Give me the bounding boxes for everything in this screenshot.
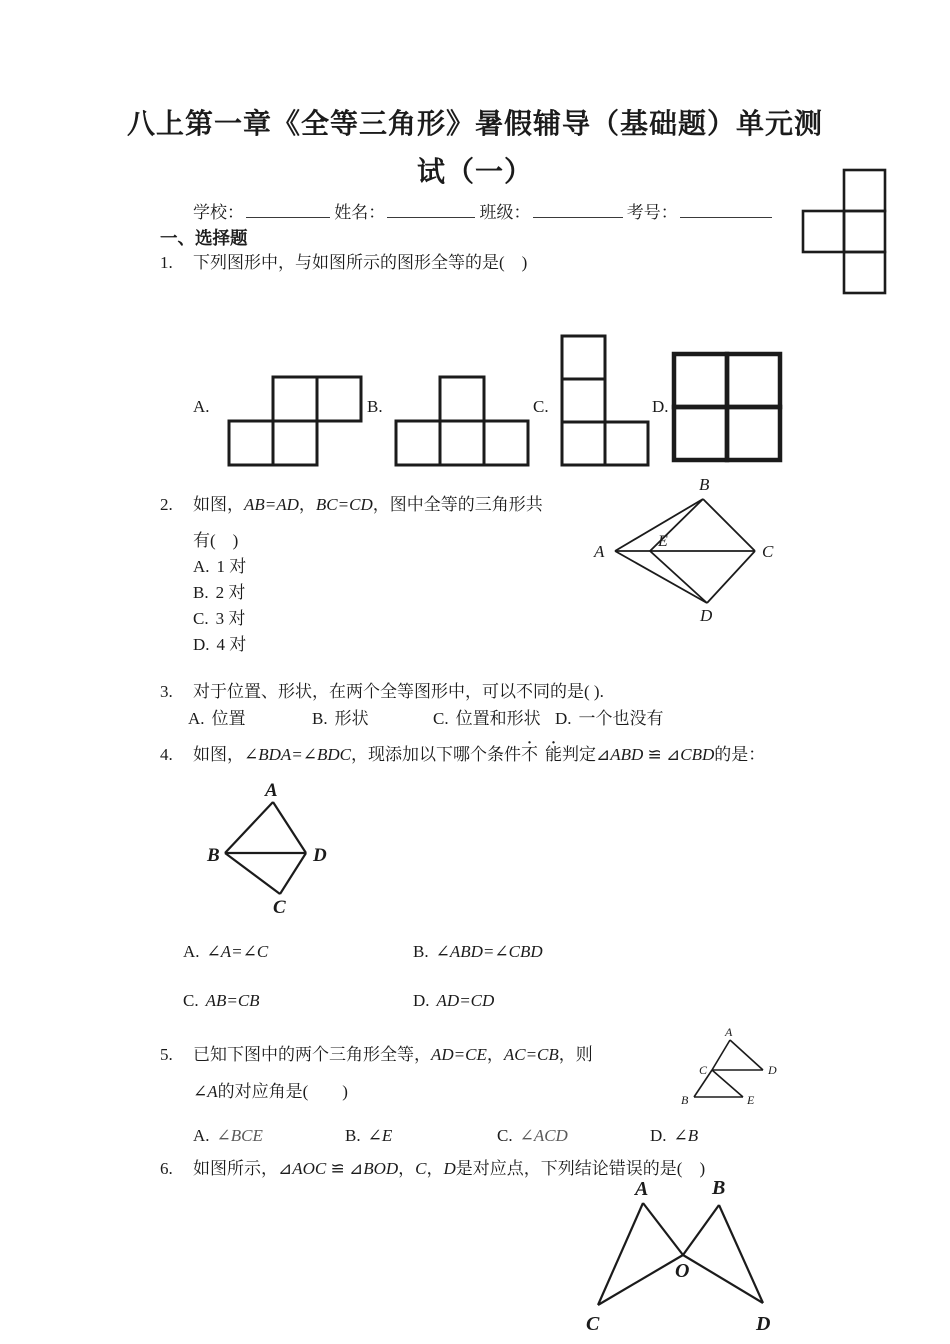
q1-reference-figure <box>795 158 901 300</box>
vertex-label-b: B <box>712 1177 726 1199</box>
q4-option-a-math: ∠A=∠C <box>206 942 269 961</box>
q5-text-part: ，则 <box>558 1045 593 1064</box>
q4-emphasized-neng: 能 <box>545 745 563 764</box>
q3-option-a-label: A. <box>188 709 205 728</box>
vertex-label-c: C <box>273 897 286 918</box>
q2-option-b-text: 2 对 <box>215 583 246 602</box>
edge-ac <box>712 1040 730 1070</box>
edge-da <box>615 551 707 603</box>
q6-text-part: ， <box>398 1159 416 1178</box>
square-cell <box>440 421 484 465</box>
q4-kite-figure <box>173 780 403 938</box>
q3-option-a <box>188 708 246 730</box>
q4-option-a <box>183 941 268 963</box>
q5-math-ad-ce: AD=CE <box>431 1045 487 1064</box>
q3-option-d <box>555 708 664 730</box>
q2-option-b <box>193 582 245 604</box>
vertex-label-e: E <box>747 1093 755 1107</box>
q4-option-b-label: B. <box>413 942 429 961</box>
q6-math-congruence: ⊿AOC ≌ ⊿BOD <box>278 1159 399 1178</box>
vertex-label-a: A <box>725 1025 733 1039</box>
school-label: 学校： <box>193 203 244 222</box>
edge-bd <box>719 1205 763 1303</box>
q4-text-part: 判定 <box>562 745 597 764</box>
q2-option-a-label: A. <box>193 557 210 576</box>
edge-od <box>683 1255 763 1303</box>
q2-number: 2. <box>160 495 173 514</box>
q3-option-c-text: 位置和形状 <box>455 709 541 728</box>
q5-text-line1 <box>193 1044 593 1066</box>
examno-label: 考号： <box>626 203 678 222</box>
q1-option-d-figure <box>668 348 786 470</box>
vertex-label-b: B <box>681 1093 689 1107</box>
kite-edges <box>615 499 755 603</box>
edge-ad <box>730 1040 763 1070</box>
edge-bc <box>703 499 755 551</box>
edge-ce <box>712 1070 743 1097</box>
q5-option-d-label: D. <box>650 1126 667 1145</box>
name-blank-line[interactable] <box>387 200 475 218</box>
q4-emphasized-bu: 不 <box>521 745 539 764</box>
q4-math-angle-bda-bdc: ∠BDA=∠BDC <box>244 745 352 764</box>
q5-option-c-label: C. <box>497 1126 513 1145</box>
q1-text: 下列图形中，与如图所示的图形全等的是( ) <box>193 253 528 272</box>
q2-option-c-text: 3 对 <box>215 609 246 628</box>
q2-option-b-label: B. <box>193 583 209 602</box>
q2-math-ab-ad: AB=AD <box>244 495 299 514</box>
q2-text-line2: 有( ) <box>193 531 239 550</box>
q4-text <box>193 744 765 766</box>
q2-text-part: ， <box>298 495 316 514</box>
q5-option-c <box>497 1125 568 1147</box>
q4-math-congruence: ⊿ABD ≌ ⊿CBD <box>596 745 715 764</box>
q2-text-part: ，图中全等的三角形共 <box>372 495 543 514</box>
q4-option-d <box>413 990 494 1012</box>
q4-option-c-math: AB=CB <box>205 991 260 1010</box>
school-blank-line[interactable] <box>246 200 330 218</box>
q1-option-a-figure <box>225 371 363 469</box>
q4-option-b <box>413 941 543 963</box>
q6-text-part: ， <box>426 1159 444 1178</box>
q5-option-d-math: ∠B <box>673 1126 699 1145</box>
edge-bc <box>225 853 280 894</box>
q6-math-c: C <box>415 1159 427 1178</box>
section-heading-choice: 一、选择题 <box>160 228 248 248</box>
exam-title-line2: 试（一） <box>416 157 533 188</box>
q1-option-b-figure <box>392 371 530 469</box>
q5-text-part: 的对应角是( ) <box>217 1082 348 1101</box>
q3-option-b-text: 形状 <box>334 709 369 728</box>
q5-option-a <box>193 1125 263 1147</box>
vertex-label-d: D <box>700 606 713 625</box>
o-tetromino-shape <box>674 354 780 460</box>
q1-option-c-label: C. <box>533 397 549 416</box>
q4-option-d-label: D. <box>413 991 430 1010</box>
q2-text-line1 <box>193 494 543 516</box>
square-cell <box>440 377 484 421</box>
square-cell <box>317 377 361 421</box>
square-cell <box>803 211 844 252</box>
q5-option-c-math: ∠ACD <box>519 1126 568 1145</box>
name-label: 姓名： <box>334 203 386 222</box>
q6-text <box>193 1158 705 1180</box>
q5-option-a-label: A. <box>193 1126 210 1145</box>
q1-option-a-label: A. <box>193 397 210 416</box>
square-cell <box>273 421 317 465</box>
q2-option-a-text: 1 对 <box>216 557 247 576</box>
square-cell <box>727 407 780 460</box>
q3-option-b <box>312 708 369 730</box>
q2-option-d <box>193 634 246 656</box>
square-cell <box>605 422 648 465</box>
q3-option-d-text: 一个也没有 <box>578 709 664 728</box>
q5-option-a-math: ∠BCE <box>216 1126 263 1145</box>
q2-option-c <box>193 608 245 630</box>
q3-option-a-text: 位置 <box>211 709 246 728</box>
q4-text-part: 如图， <box>193 745 244 764</box>
q2-option-d-text: 4 对 <box>216 635 247 654</box>
vertex-label-e: E <box>658 533 668 550</box>
edge-oc <box>598 1255 683 1305</box>
square-cell <box>484 421 528 465</box>
square-cell <box>396 421 440 465</box>
triangle-edges <box>598 1203 763 1305</box>
exam-title-line1: 八上第一章《全等三角形》暑假辅导（基础题）单元测 <box>126 109 823 140</box>
s-tetromino-shape <box>229 377 361 465</box>
q6-number: 6. <box>160 1159 173 1178</box>
edge-ad <box>273 802 306 853</box>
q5-text-part: ， <box>486 1045 504 1064</box>
q1-option-b-label: B. <box>367 397 383 416</box>
q4-option-c-label: C. <box>183 991 199 1010</box>
kite-edges <box>225 802 306 894</box>
square-cell <box>844 252 885 293</box>
q5-option-b-math: ∠E <box>367 1126 393 1145</box>
q3-option-c-label: C. <box>433 709 449 728</box>
vertex-label-b: B <box>699 475 710 494</box>
square-cell <box>674 407 727 460</box>
q2-math-bc-cd: BC=CD <box>315 495 373 514</box>
q3-number: 3. <box>160 682 173 701</box>
q5-math-ac-cb: AC=CB <box>503 1045 559 1064</box>
square-cell <box>674 354 727 407</box>
q5-math-angle-a: ∠A <box>193 1082 218 1101</box>
edge-ca <box>598 1203 643 1305</box>
square-cell <box>562 422 605 465</box>
examno-blank-line[interactable] <box>680 200 772 218</box>
edge-bo <box>683 1205 719 1255</box>
edge-cd <box>707 551 755 603</box>
q2-kite-figure <box>588 468 888 658</box>
q4-option-d-math: AD=CD <box>436 991 495 1010</box>
q1-option-c-figure <box>556 332 654 472</box>
header-fillin-row <box>193 200 772 224</box>
edge-cd <box>280 853 306 894</box>
q3-option-b-label: B. <box>312 709 328 728</box>
q1-number: 1. <box>160 253 173 272</box>
vertex-label-c: C <box>762 542 774 561</box>
q5-option-b-label: B. <box>345 1126 361 1145</box>
vertex-label-d: D <box>768 1063 777 1077</box>
vertex-label-b: B <box>207 845 220 866</box>
q2-text-part: 如图， <box>193 495 244 514</box>
q5-text-line2 <box>193 1081 348 1103</box>
q4-option-b-math: ∠ABD=∠CBD <box>435 942 543 961</box>
square-cell <box>727 354 780 407</box>
q3-text: 对于位置、形状，在两个全等图形中，可以不同的是( ). <box>193 682 604 701</box>
q4-number: 4. <box>160 745 173 764</box>
q2-option-c-label: C. <box>193 609 209 628</box>
q3-option-c <box>433 708 541 730</box>
class-blank-line[interactable] <box>533 200 623 218</box>
q5-option-d <box>650 1125 698 1147</box>
q2-option-d-label: D. <box>193 635 210 654</box>
t-tetromino-up-shape <box>396 377 528 465</box>
q3-option-d-label: D. <box>555 709 572 728</box>
vertex-label-c: C <box>699 1063 708 1077</box>
segment-ed <box>650 551 707 603</box>
vertex-label-c: C <box>586 1313 600 1335</box>
vertex-label-a: A <box>635 1178 649 1200</box>
square-cell <box>229 421 273 465</box>
t-tetromino-shape <box>803 170 885 293</box>
q2-option-a <box>193 556 246 578</box>
q4-text-part: 的是： <box>714 745 766 764</box>
vertex-label-o: O <box>675 1260 690 1282</box>
square-cell <box>844 170 885 211</box>
vertex-label-d: D <box>313 845 327 866</box>
vertex-label-a: A <box>594 542 605 561</box>
edge-ao <box>643 1203 683 1255</box>
q1-option-d-label: D. <box>652 397 669 416</box>
q4-option-c <box>183 990 260 1012</box>
square-cell <box>844 211 885 252</box>
square-cell <box>273 377 317 421</box>
q6-text-part: 如图所示， <box>193 1159 278 1178</box>
q4-option-a-label: A. <box>183 942 200 961</box>
q6-math-d: D <box>443 1159 456 1178</box>
square-cell <box>562 336 605 379</box>
q6-text-part: 是对应点，下列结论错误的是( ) <box>455 1159 706 1178</box>
vertex-label-d: D <box>756 1313 771 1335</box>
q4-text-part: ，现添加以下哪个条件 <box>351 745 522 764</box>
q5-option-b <box>345 1125 392 1147</box>
vertex-label-a: A <box>265 780 278 801</box>
l-tetromino-shape <box>562 336 648 465</box>
square-cell <box>562 379 605 422</box>
q5-triangles-figure <box>676 1026 886 1131</box>
class-label: 班级： <box>479 203 531 222</box>
edge-ab <box>225 802 273 853</box>
q5-text-part: 已知下图中的两个三角形全等， <box>193 1045 431 1064</box>
q6-crossing-triangles-figure <box>556 1178 836 1344</box>
q5-number: 5. <box>160 1045 173 1064</box>
